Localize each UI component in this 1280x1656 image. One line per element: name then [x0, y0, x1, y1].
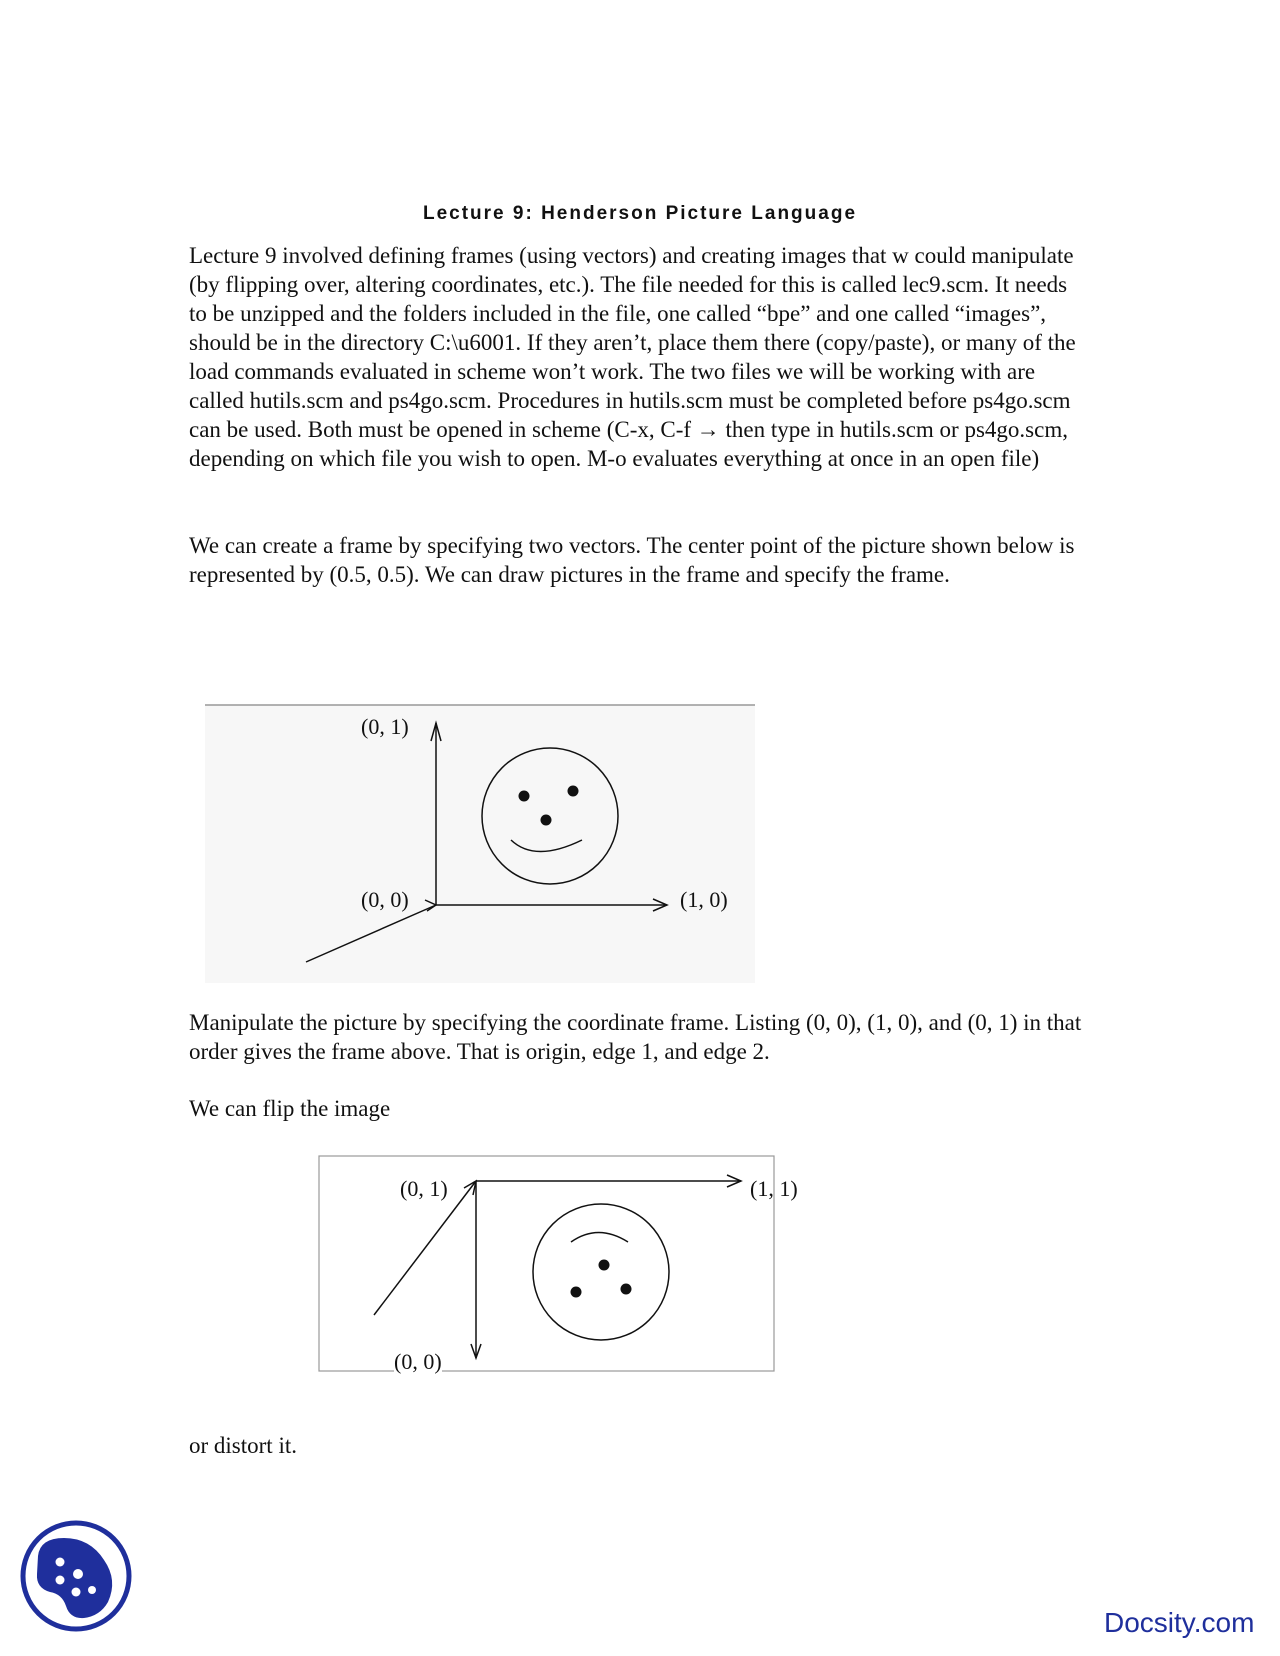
label-origin-point: (0, 0): [361, 887, 409, 912]
docsity-logo-icon[interactable]: [20, 1520, 132, 1637]
docsity-logo-graphic: [20, 1520, 132, 1632]
page-title: Lecture 9: Henderson Picture Language: [422, 203, 858, 224]
label-top-right-point: (1, 1): [750, 1176, 798, 1201]
label-edge1-point: (1, 0): [680, 887, 728, 912]
label-bottom-point: (0, 0): [394, 1349, 442, 1374]
paragraph-intro: Lecture 9 involved defining frames (using vectors) and creating images that w could manipulate (by flipping over, altering coordinates, etc.). The file needed for this is called lec9.scm. It needs to be unzipped and the folders included in the file, one called “bpe” and one called “images”, should be in the directory C:\u6001. If they aren’t, place them there (copy/paste), or many of the load commands evaluated in scheme won’t work. The two files we will be working with are called hutils.scm and ps4go.scm. Procedures in hutils.scm must be completed before ps4go.scm can be used. Both must be opened in scheme (C-x, C-f → then type in hutils.scm or ps4go.scm, depending on which file you wish to open. M-o evaluates everything at once in an open file): [189, 243, 1076, 471]
paragraph-manipulate: Manipulate the picture by specifying the coordinate frame. Listing (0, 0), (1, 0), and (0, 1) in that order gives the frame above. That is origin, edge 1, and edge 2.: [189, 1010, 1082, 1064]
paragraph-flip: We can flip the image: [189, 1096, 391, 1121]
right-eye: [568, 786, 579, 797]
left-eye: [519, 791, 530, 802]
figure-border: [319, 1156, 774, 1374]
flipped-left-eye: [571, 1287, 582, 1298]
nose: [541, 815, 552, 826]
flipped-nose: [599, 1260, 610, 1271]
figure-flipped-diagram: [318, 1155, 798, 1377]
figure-frame-diagram: [205, 695, 765, 983]
flipped-diagram-drawing: [318, 1155, 778, 1377]
docsity-brand-link[interactable]: Docsity.com: [1104, 1607, 1255, 1638]
label-edge2-point: (0, 1): [361, 714, 409, 739]
paragraph-frame: We can create a frame by specifying two vectors. The center point of the picture shown below is represented by (0.5, 0.5). We can draw pictures in the frame and specify the frame.: [189, 533, 1075, 587]
frame-diagram-drawing: [205, 695, 765, 983]
paragraph-distort: or distort it.: [189, 1433, 297, 1458]
label-top-left-point: (0, 1): [400, 1176, 448, 1201]
flipped-right-eye: [621, 1284, 632, 1295]
